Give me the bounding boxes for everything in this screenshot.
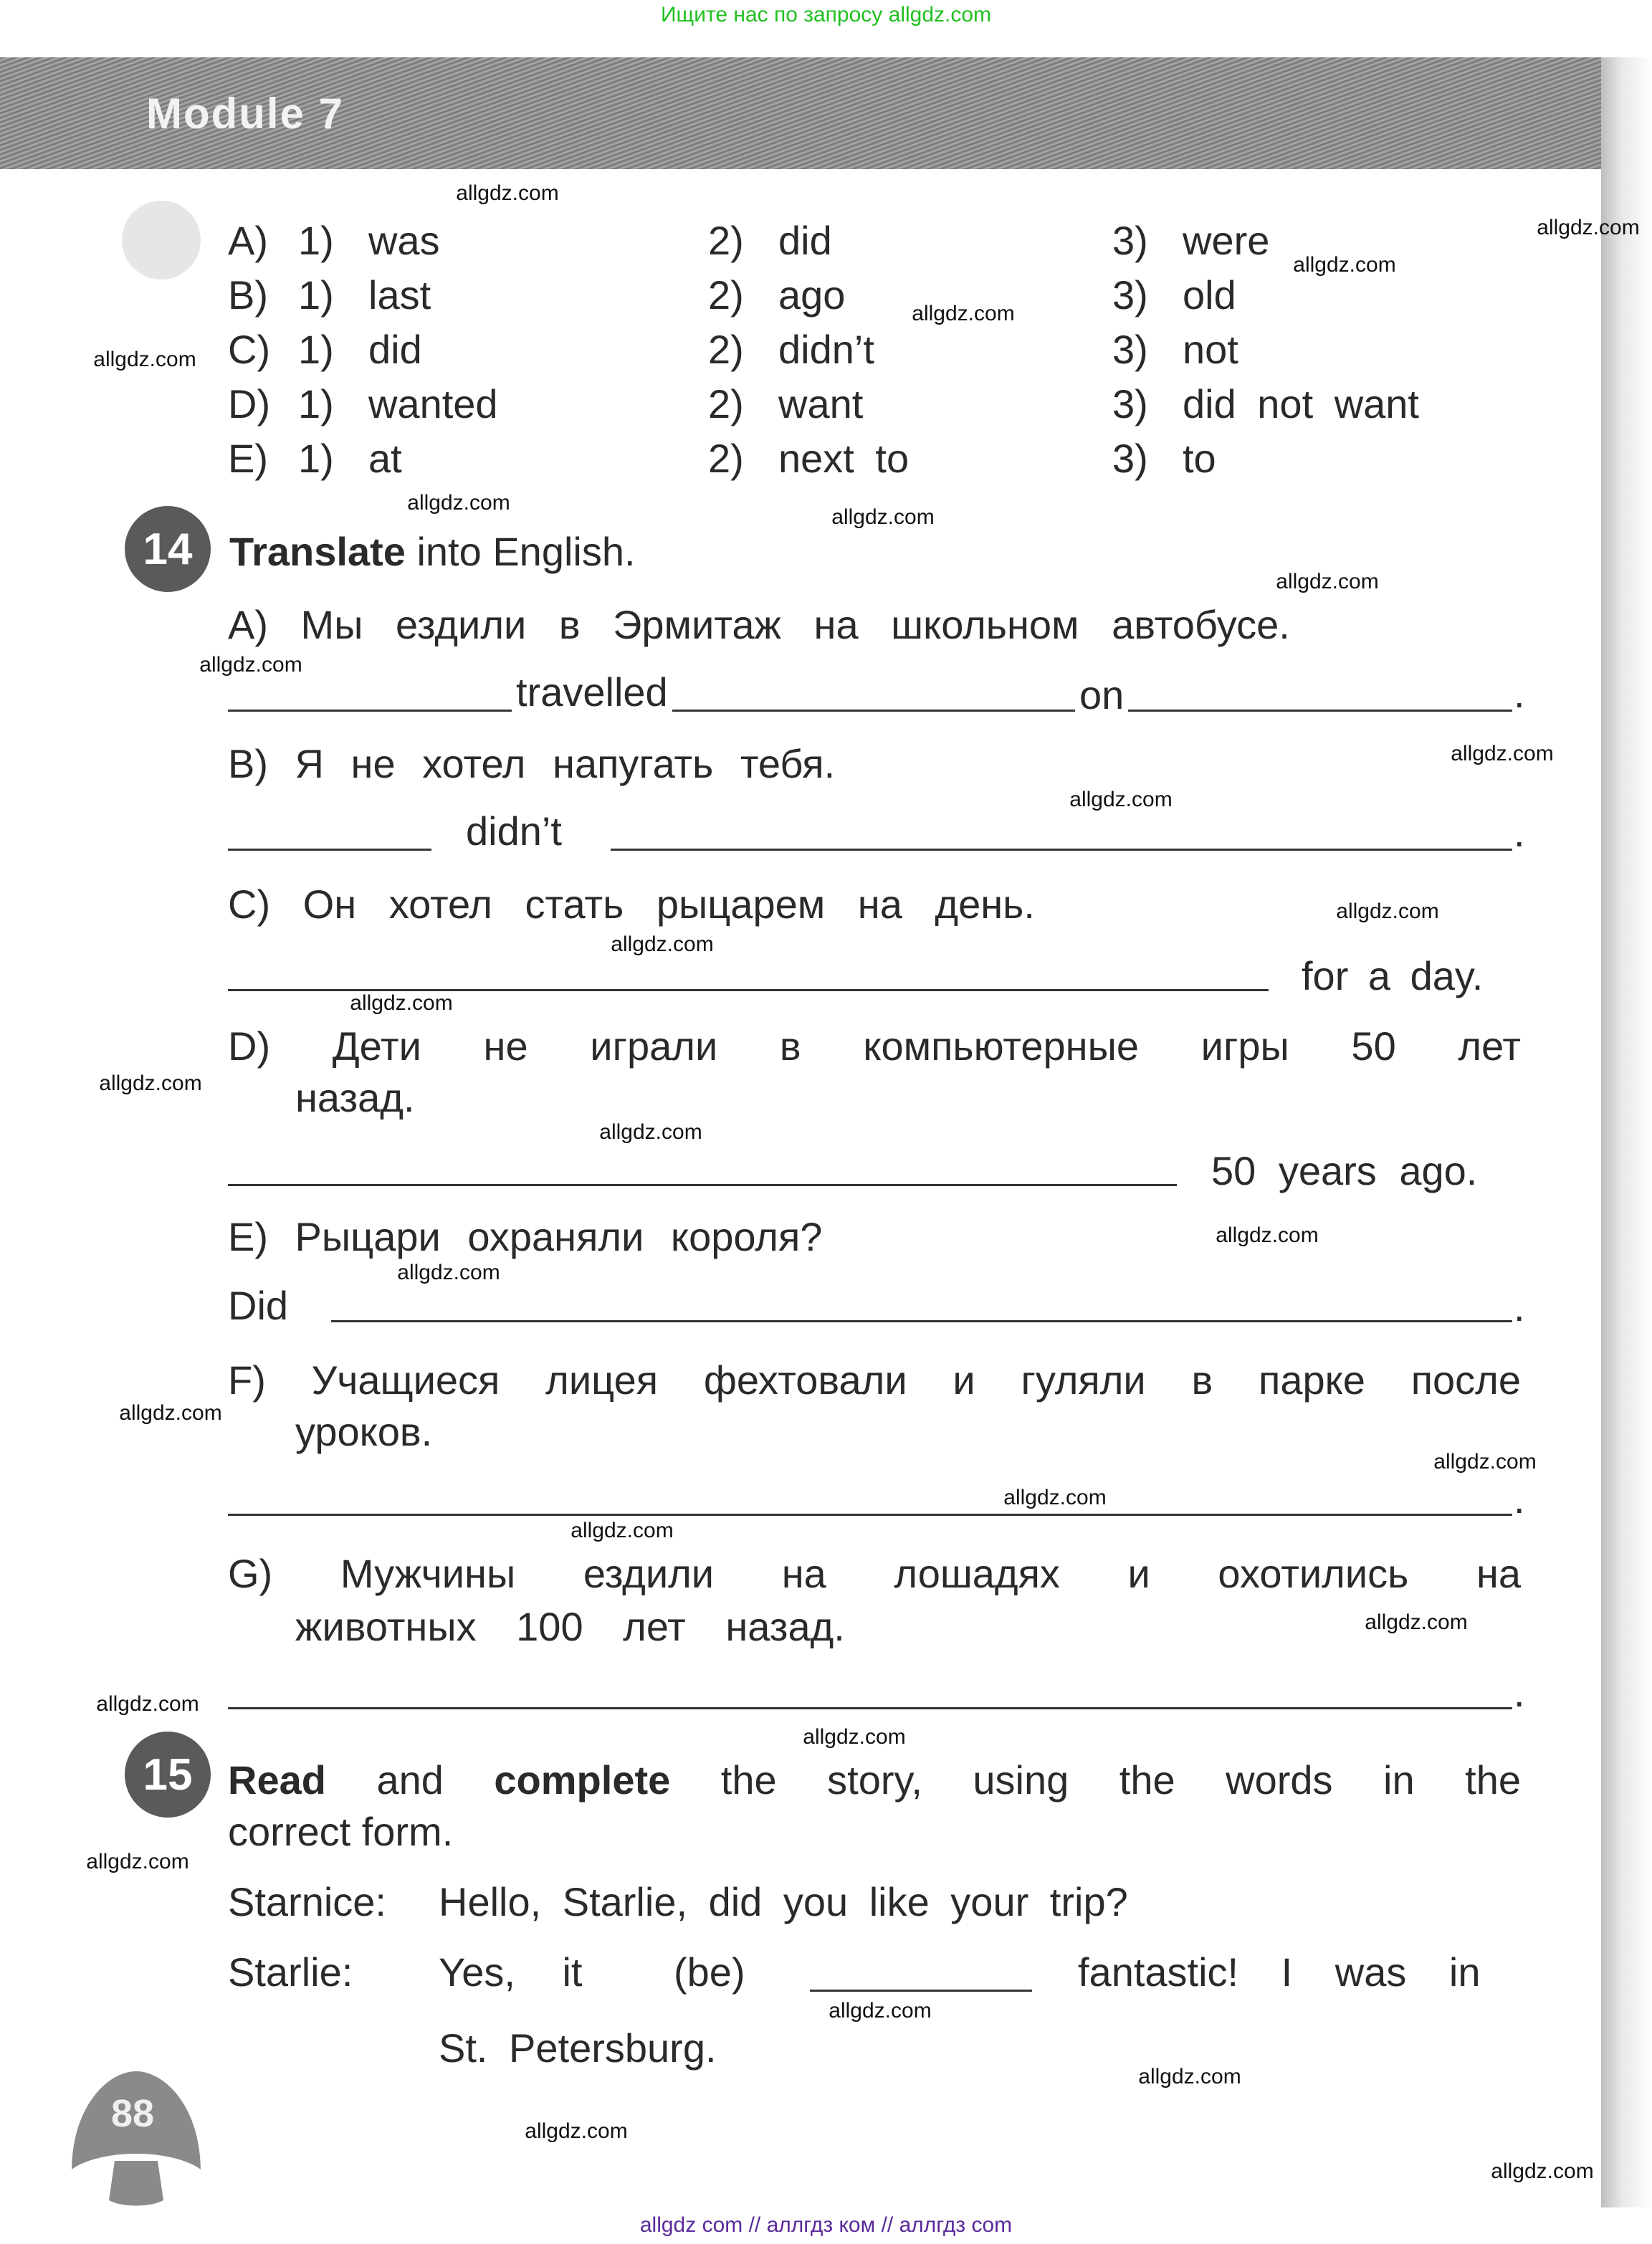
page-edge-shadow <box>1601 57 1652 2207</box>
watermark: allgdz.com <box>599 1120 702 1144</box>
dialog-speaker: Starlie: <box>228 1949 353 1995</box>
exercise-15-badge: 15 <box>125 1732 211 1818</box>
watermark: allgdz.com <box>96 1692 199 1716</box>
option-o2: 2) <box>708 218 744 263</box>
option-o3: 3) <box>1112 272 1148 317</box>
task-g-russian-1: G) Мужчины ездили на лошадях и охотились на <box>228 1551 1521 1596</box>
watermark: allgdz.com <box>1336 899 1439 923</box>
answer-a-end: . <box>1514 671 1525 716</box>
exercise-15-instruction-2: correct form. <box>228 1809 454 1854</box>
watermark: allgdz.com <box>1276 570 1379 593</box>
top-banner-text: Ищите нас по запросу allgdz.com <box>660 3 992 27</box>
option-w1: wanted <box>368 381 498 426</box>
watermark: allgdz.com <box>397 1261 500 1284</box>
answer-line-a[interactable] <box>228 710 1512 712</box>
watermark: allgdz.com <box>350 991 453 1015</box>
instr-text: the story, using the words in the <box>720 1757 1521 1803</box>
option-letter: E) <box>228 436 268 481</box>
option-w3: were <box>1183 218 1270 263</box>
watermark: allgdz.com <box>1138 2065 1241 2088</box>
dialog-speaker: Starnice: <box>228 1879 386 1924</box>
option-w3: old <box>1183 272 1236 317</box>
option-letter: C) <box>228 327 271 372</box>
instr-bold-read: Read <box>228 1757 326 1803</box>
answer-g-end: . <box>1514 1670 1525 1715</box>
option-letter: B) <box>228 272 268 317</box>
task-c-russian: C) Он хотел стать рыцарем на день. <box>228 882 1035 927</box>
option-letter: A) <box>228 218 268 263</box>
watermark: allgdz.com <box>829 1999 932 2023</box>
option-w1: last <box>368 272 431 317</box>
task-d-russian-2: назад. <box>295 1075 415 1120</box>
exercise-15-instruction <box>228 1754 1521 1806</box>
task-f-russian-2: уроков. <box>295 1409 433 1454</box>
option-o1: 1) <box>298 381 334 426</box>
answer-line-d[interactable] <box>228 1184 1177 1186</box>
watermark: allgdz.com <box>912 302 1015 325</box>
option-w1: at <box>368 436 402 481</box>
option-o1: 1) <box>298 436 334 481</box>
watermark: allgdz.com <box>831 505 935 529</box>
option-o3: 3) <box>1112 381 1148 426</box>
answer-a-word2: on <box>1075 675 1128 715</box>
watermark: allgdz.com <box>1003 1486 1107 1509</box>
option-o2: 2) <box>708 272 744 317</box>
answer-c-word1: for a day. <box>1302 953 1484 998</box>
option-w2: ago <box>778 272 846 317</box>
watermark: allgdz.com <box>611 932 714 956</box>
watermark: allgdz.com <box>86 1850 189 1873</box>
watermark: allgdz.com <box>1491 2159 1594 2183</box>
option-o2: 2) <box>708 436 744 481</box>
answer-b-word1: didn’t <box>466 808 562 854</box>
exercise-14-title <box>229 529 636 574</box>
watermark: allgdz.com <box>119 1401 222 1425</box>
page-number-mushroom <box>65 2064 208 2207</box>
dialog-text: St. Petersburg. <box>439 2025 717 2071</box>
bottom-watermark-text: allgdz com // аллгдз ком // аллгдз com <box>639 2213 1013 2237</box>
title-bold: Translate <box>229 529 406 574</box>
answer-line-f[interactable] <box>228 1514 1512 1516</box>
option-w3: not <box>1183 327 1238 372</box>
option-o1: 1) <box>298 218 334 263</box>
answer-e-end: . <box>1514 1284 1525 1329</box>
watermark: allgdz.com <box>1293 253 1396 277</box>
watermark: allgdz.com <box>456 181 559 205</box>
option-o2: 2) <box>708 327 744 372</box>
answer-f-end: . <box>1514 1476 1525 1522</box>
answer-line-g[interactable] <box>228 1707 1512 1709</box>
watermark: allgdz.com <box>1451 742 1554 765</box>
instr-text: and <box>376 1757 444 1803</box>
answer-line-b1[interactable] <box>228 849 431 851</box>
answer-d-word1: 50 years ago. <box>1211 1148 1478 1193</box>
option-w3: did not want <box>1183 381 1419 426</box>
watermark: allgdz.com <box>803 1725 906 1749</box>
mushroom-icon <box>65 2064 208 2207</box>
task-a-russian: A) Мы ездили в Эрмитаж на школьном автобусе. <box>228 602 1290 647</box>
watermark: allgdz.com <box>1537 216 1640 239</box>
option-w1: did <box>368 327 422 372</box>
dialog-text: Hello, Starlie, did you like your trip? <box>439 1879 1128 1924</box>
watermark: allgdz.com <box>199 653 302 677</box>
task-f-russian-1: F) Учащиеся лицея фехтовали и гуляли в парке после <box>228 1357 1521 1403</box>
task-e-russian: E) Рыцари охраняли короля? <box>228 1214 823 1259</box>
watermark: allgdz.com <box>1216 1223 1319 1247</box>
task-g-russian-2: животных 100 лет назад. <box>295 1604 845 1649</box>
module-title: Module 7 <box>146 90 345 138</box>
dialog-text: fantastic! I was in <box>1078 1949 1481 1995</box>
option-w2: want <box>778 381 864 426</box>
watermark: allgdz.com <box>1433 1450 1537 1474</box>
verb-hint: (be) <box>674 1949 745 1995</box>
watermark: allgdz.com <box>570 1519 674 1542</box>
watermark: allgdz.com <box>93 348 196 371</box>
answer-a-word1: travelled <box>512 672 672 712</box>
faded-exercise-circle <box>122 201 201 280</box>
option-o1: 1) <box>298 272 334 317</box>
option-o3: 3) <box>1112 436 1148 481</box>
answer-line-15[interactable] <box>810 1990 1032 1992</box>
task-b-russian: B) Я не хотел напугать тебя. <box>228 741 836 786</box>
watermark: allgdz.com <box>99 1071 202 1095</box>
option-o3: 3) <box>1112 218 1148 263</box>
option-w1: was <box>368 218 440 263</box>
instr-bold-complete: complete <box>494 1757 671 1803</box>
answer-line-b2[interactable] <box>611 849 1512 851</box>
option-o2: 2) <box>708 381 744 426</box>
option-w2: did <box>778 218 832 263</box>
task-d-russian-1: D) Дети не играли в компьютерные игры 50 лет <box>228 1023 1521 1069</box>
option-w2: next to <box>778 436 909 481</box>
title-rest: into English. <box>416 529 636 574</box>
option-o3: 3) <box>1112 327 1148 372</box>
watermark: allgdz.com <box>1365 1610 1468 1634</box>
option-letter: D) <box>228 381 271 426</box>
option-w3: to <box>1183 436 1216 481</box>
answer-line-e[interactable] <box>331 1320 1512 1322</box>
page-number: 88 <box>110 2092 155 2135</box>
watermark: allgdz.com <box>525 2119 628 2143</box>
answer-e-word1: Did <box>228 1283 289 1328</box>
answer-b-end: . <box>1514 810 1525 855</box>
exercise-14-badge: 14 <box>125 506 211 592</box>
option-w2: didn’t <box>778 327 874 372</box>
option-o1: 1) <box>298 327 334 372</box>
watermark: allgdz.com <box>1069 788 1173 811</box>
dialog-text: Yes, it <box>439 1949 583 1995</box>
watermark: allgdz.com <box>407 491 510 515</box>
